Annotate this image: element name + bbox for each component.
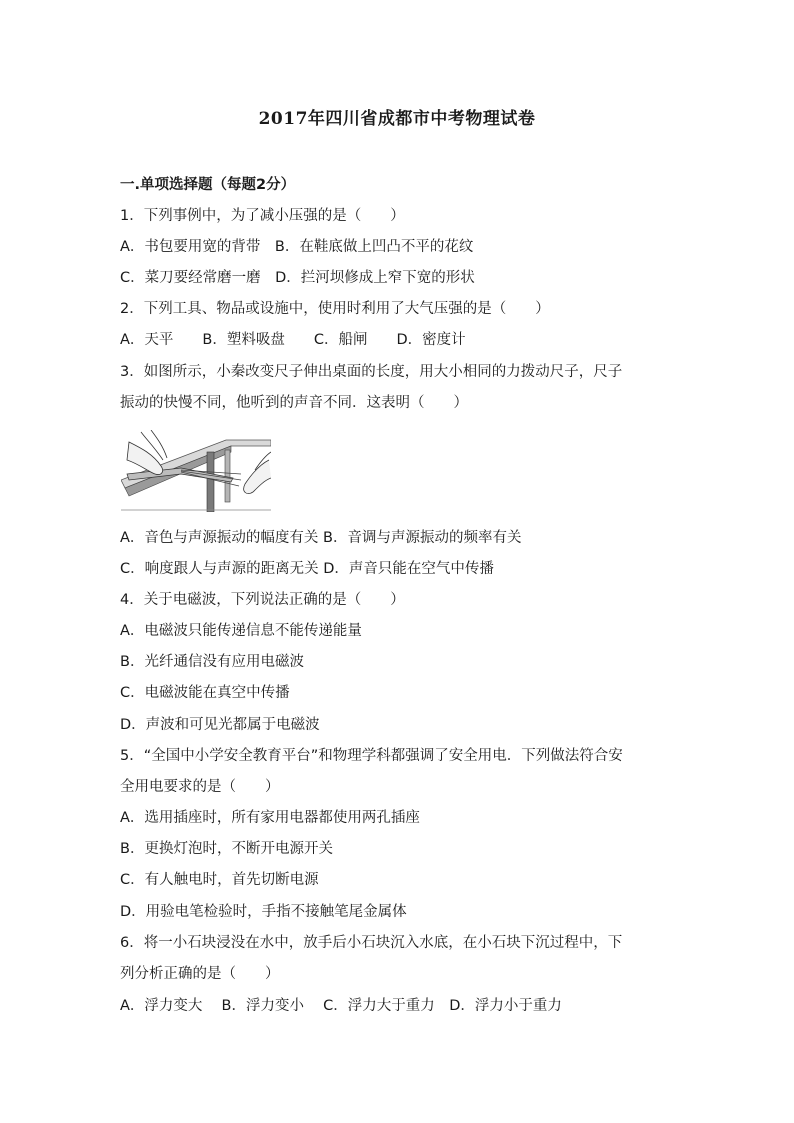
q6-options: A．浮力变大 B．浮力变小 C．浮力大于重力 D．浮力小于重力 (120, 998, 562, 1014)
q3-stem-line1: 3．如图所示，小秦改变尺子伸出桌面的长度，用大小相同的力拨动尺子，尺子 (120, 364, 623, 380)
q2-options: A．天平 B．塑料吸盘 C．船闸 D．密度计 (120, 332, 466, 348)
q4-option-a: A．电磁波只能传递信息不能传递能量 (120, 623, 362, 639)
q4-stem: 4．关于电磁波，下列说法正确的是（ ） (120, 592, 405, 608)
q4-option-c: C．电磁波能在真空中传播 (120, 685, 290, 701)
q5-option-a: A．选用插座时，所有家用电器都使用两孔插座 (120, 810, 420, 826)
q2-stem: 2．下列工具、物品或设施中，使用时利用了大气压强的是（ ） (120, 301, 550, 317)
q1-options-cd: C．菜刀要经常磨一磨 D．拦河坝修成上窄下宽的形状 (120, 270, 475, 286)
q3-options-cd: C．响度跟人与声源的距离无关 D．声音只能在空气中传播 (120, 561, 494, 577)
page-title: 2017年四川省成都市中考物理试卷 (258, 109, 536, 129)
q3-stem-line2: 振动的快慢不同，他听到的声音不同．这表明（ ） (120, 395, 468, 411)
q5-stem-line1: 5．“全国中小学安全教育平台”和物理学科都强调了安全用电．下列做法符合安 (120, 748, 623, 764)
q5-option-c: C．有人触电时，首先切断电源 (120, 872, 319, 888)
q5-stem-line2: 全用电要求的是（ ） (120, 779, 280, 795)
q6-stem-line1: 6．将一小石块浸没在水中，放手后小石块沉入水底，在小石块下沉过程中，下 (120, 935, 623, 951)
q4-option-d: D．声波和可见光都属于电磁波 (120, 717, 320, 733)
q5-option-b: B．更换灯泡时，不断开电源开关 (120, 841, 333, 857)
q1-options-ab: A．书包要用宽的背带 B．在鞋底做上凹凸不平的花纹 (120, 239, 474, 255)
q6-stem-line2: 列分析正确的是（ ） (120, 966, 280, 982)
q5-option-d: D．用验电笔检验时，手指不接触笔尾金属体 (120, 904, 407, 920)
q1-stem: 1．下列事例中，为了减小压强的是（ ） (120, 208, 405, 224)
q4-option-b: B．光纤通信没有应用电磁波 (120, 654, 304, 670)
q3-options-ab: A．音色与声源振动的幅度有关 B．音调与声源振动的频率有关 (120, 530, 522, 546)
ruler-table-figure (121, 430, 271, 512)
section-heading: 一.单项选择题（每题2分） (120, 177, 296, 193)
